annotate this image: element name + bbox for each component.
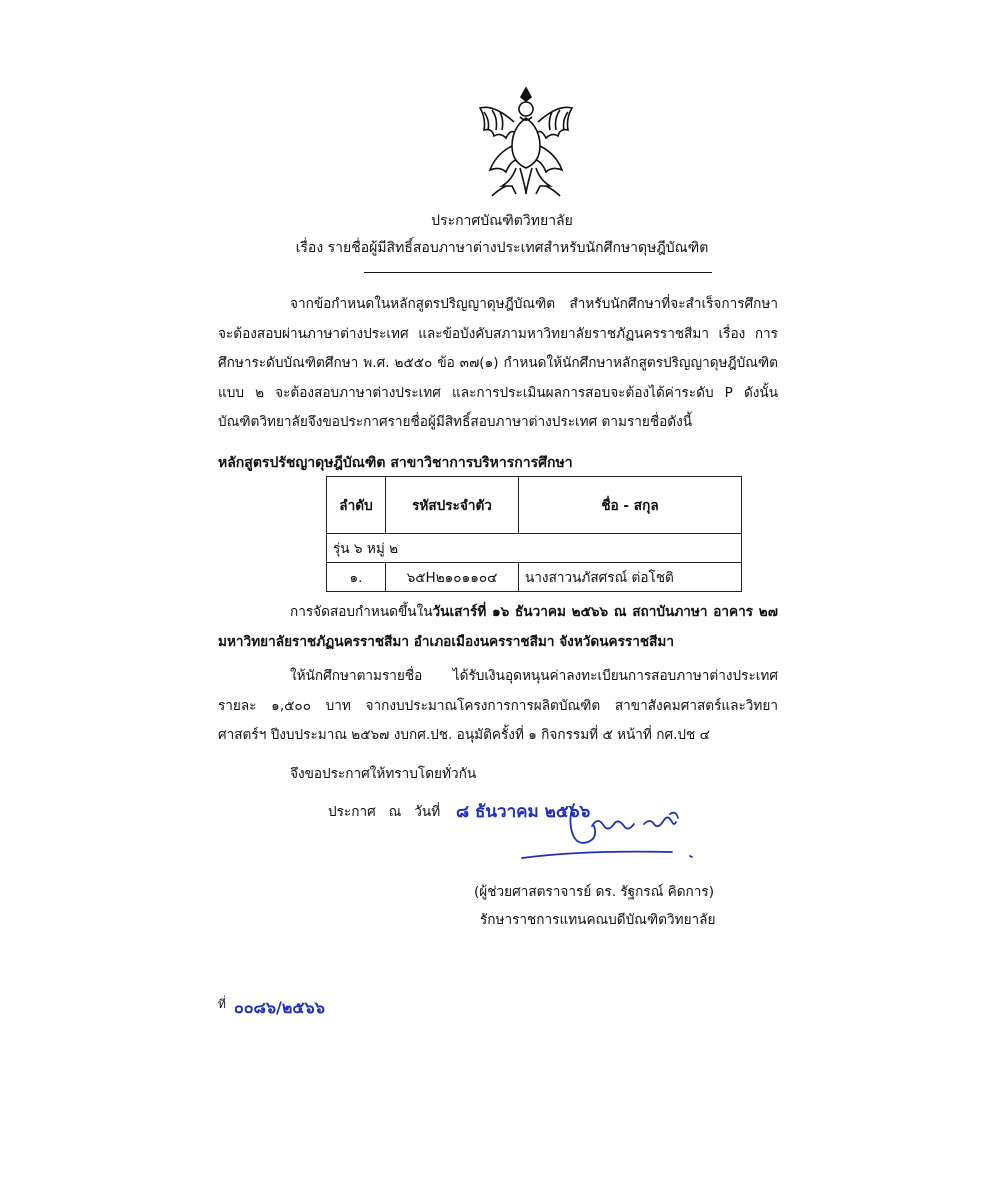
exam-paragraph: [218, 598, 778, 657]
announcement-subject: เรื่อง รายชื่อผู้มีสิทธิ์สอบภาษาต่างประเทศสำหรับนักศึกษาดุษฎีบัณฑิต: [295, 240, 709, 256]
header-student-id: รหัสประจำตัว: [386, 477, 519, 534]
closing-line: จึงขอประกาศให้ทราบโดยทั่วกัน: [290, 766, 477, 782]
table-row: [327, 563, 742, 592]
announce-date-stamp: ๘ ธันวาคม ๒๕๖๖: [456, 802, 591, 822]
header-name: ชื่อ - สกุล: [519, 477, 742, 534]
signer-position: รักษาราชการแทนคณบดีบัณฑิตวิทยาลัย: [480, 912, 716, 928]
doc-number: ๐๐๘๖/๒๕๖๖: [234, 998, 325, 1017]
doc-number-label: ที่: [218, 997, 226, 1011]
exam-details: วันเสาร์ที่ ๑๖ ธันวาคม ๒๕๖๖ ณ สถาบันภาษา อาคาร ๒๗ มหาวิทยาลัยราชภัฏนครราชสีมา อำเภอเมืองนครราชสีมา จังหวัดนครราชสีมา: [218, 604, 778, 650]
fee-text: ให้นักศึกษาตามรายชื่อ ได้รับเงินอุดหนุนค่าลงทะเบียนการสอบภาษาต่างประเทศ รายละ ๑,๕๐๐ บาท จากงบประมาณโครงการการผลิตบัณฑิต สาขาสังคมศาสตร์และวิทยาศาสตร์ฯ ปีงบประมาณ ๒๕๖๗ งบกศ.ปช. อนุมัติครั้งที่ ๑ กิจกรรมที่ ๕ หน้าที่ กศ.ปช ๔: [218, 668, 778, 743]
exam-lead: การจัดสอบกำหนดขึ้นใน: [290, 604, 433, 620]
row-no: ๑.: [327, 563, 386, 592]
header-no: ลำดับ: [327, 477, 386, 534]
candidate-table: [326, 476, 742, 592]
row-student-id: ๖๕H๒๑๐๑๑๐๔: [386, 563, 519, 592]
table-group-row: [327, 534, 742, 563]
fee-paragraph: [218, 662, 778, 751]
group-label: รุ่น ๖ หมู่ ๒: [327, 534, 742, 563]
announce-date-label: ประกาศ ณ วันที่: [328, 804, 441, 820]
intro-paragraph: [218, 290, 778, 438]
table-header-row: [327, 477, 742, 534]
title-divider: [364, 272, 712, 273]
intro-text: จากข้อกำหนดในหลักสูตรปริญญาดุษฎีบัณฑิต สำหรับนักศึกษาที่จะสำเร็จการศึกษา จะต้องสอบผ่านภาษาต่างประเทศ และข้อบังคับสภามหาวิทยาลัยราชภัฏนครราชสีมา เรื่อง การศึกษาระดับบัณฑิตศึกษา พ.ศ. ๒๕๕๐ ข้อ ๓๗(๑) กำหนดให้นักศึกษาหลักสูตรปริญญาดุษฎีบัณฑิต แบบ ๒ จะต้องสอบภาษาต่างประเทศ และการประเมินผลการสอบจะต้องได้ค่าระดับ P ดังนั้น บัณฑิตวิทยาลัยจึงขอประกาศรายชื่อผู้มีสิทธิ์สอบภาษาต่างประเทศ ตามรายชื่อดังนี้: [218, 296, 778, 430]
garuda-emblem-icon: [470, 82, 582, 200]
signature-icon: [512, 792, 712, 872]
announcement-title: ประกาศบัณฑิตวิทยาลัย: [431, 213, 573, 229]
row-name: นางสาวนภัสศรณ์ ต่อโชติ: [519, 563, 742, 592]
course-heading: หลักสูตรปรัชญาดุษฎีบัณฑิต สาขาวิชาการบริหารการศึกษา: [218, 455, 573, 471]
signer-name: (ผู้ช่วยศาสตราจารย์ ดร. รัฐกรณ์ คิดการ): [474, 884, 715, 900]
